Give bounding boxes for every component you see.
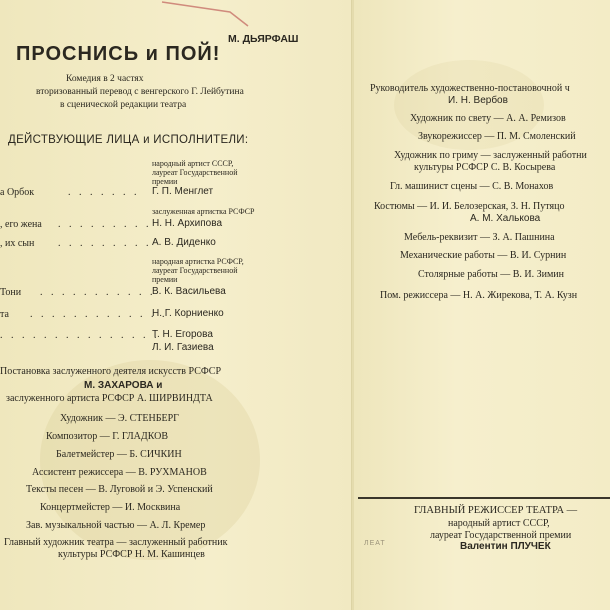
chief-director-name: Валентин ПЛУЧЕК [460, 541, 551, 552]
crew-line: Зав. музыкальной частью — А. Л. Кремер [26, 520, 206, 531]
cast-honor: лауреат Государственной [152, 266, 238, 275]
crew-line: Руководитель художественно-постановочной ч [370, 83, 570, 94]
leader-dots: . . . . . . . . . . . [40, 287, 156, 298]
crew-line: Концертмейстер — И. Москвина [40, 502, 181, 513]
cast-honor: народный артист СССР, [152, 159, 234, 168]
actor-name: В. К. Васильева [152, 286, 226, 297]
crew-line: культуры РСФСР С. В. Косырева [414, 162, 556, 173]
cast-honor: лауреат Государственной [152, 168, 238, 177]
role-name: , его жена [0, 219, 42, 230]
actor-name: Л. И. Газиева [152, 342, 214, 353]
actor-name: Н. Г. Корниенко [152, 308, 224, 319]
leader-dots: . . . . . . . . . [58, 219, 152, 230]
chief-director-honor: народный артист СССР, [448, 518, 550, 529]
crew-line: Композитор — Г. ГЛАДКОВ [46, 431, 169, 442]
actor-name: Н. Н. Архипова [152, 218, 222, 229]
leader-dots: . . . . . . . [68, 187, 140, 198]
divider-line [358, 497, 610, 499]
role-name: , их сын [0, 238, 35, 249]
translation-note: вторизованный перевод с венгерского Г. Лейбутина [36, 87, 244, 97]
edition-note: в сценической редакции театра [60, 100, 187, 110]
role-name: Тони [0, 287, 22, 298]
crew-line: Механические работы — В. И. Сурнин [400, 250, 567, 261]
actor-name: А. В. Диденко [152, 237, 216, 248]
crew-line: Художник по свету — А. А. Ремизов [410, 113, 566, 124]
cast-honor: заслуженная артистка РСФСР [152, 207, 255, 216]
crew-line: Ассистент режиссера — В. РУХМАНОВ [32, 467, 207, 478]
actor-name: Т. Н. Егорова [152, 329, 213, 340]
right-page [354, 0, 610, 610]
crew-line: А. М. Халькова [470, 213, 541, 224]
director-name: М. ЗАХАРОВА и [84, 380, 163, 391]
play-title: ПРОСНИСЬ и ПОЙ! [16, 43, 221, 65]
cast-honor: народная артистка РСФСР, [152, 257, 244, 266]
crew-line: И. Н. Вербов [448, 95, 508, 106]
crew-line: Балетмейстер — Б. СИЧКИН [56, 449, 182, 460]
red-ink-mark [160, 0, 250, 28]
chief-artist-credit: культуры РСФСР Н. М. Кашинцев [58, 549, 205, 560]
chief-director-title: ГЛАВНЫЙ РЕЖИССЕР ТЕАТРА — [414, 505, 578, 516]
crew-line: Мебель-реквизит — З. А. Пашнина [404, 232, 555, 243]
chief-director-honor: лауреат Государственной премии [430, 530, 572, 541]
crew-line: Костюмы — И. И. Белозерская, З. Н. Путяцо [374, 201, 565, 212]
cast-heading: ДЕЙСТВУЮЩИЕ ЛИЦА и ИСПОЛНИТЕЛИ: [8, 134, 249, 146]
crew-line: Столярные работы — В. И. Зимин [418, 269, 565, 280]
leader-dots: . . . . . . . . . [58, 238, 152, 249]
author: М. ДЬЯРФАШ [228, 33, 299, 45]
production-credit: заслуженного артиста РСФСР А. ШИРВИНДТА [6, 393, 213, 404]
leader-dots: . . . . . . . . . . . . . . . [0, 330, 160, 341]
role-name: а Орбок [0, 187, 35, 198]
crew-line: Звукорежиссер — П. М. Смоленский [418, 131, 576, 142]
genre: Комедия в 2 частях [66, 74, 144, 84]
crew-line: Пом. режиссера — Н. А. Жирекова, Т. А. Кузн [380, 290, 578, 301]
crew-line: Тексты песен — В. Луговой и Э. Успенский [26, 484, 213, 495]
faded-stamp: ЛЕАТ [364, 540, 386, 547]
role-name: та [0, 309, 9, 320]
crew-line: Гл. машинист сцены — С. В. Монахов [390, 181, 554, 192]
crew-line: Художник — Э. СТЕНБЕРГ [60, 413, 179, 424]
cast-honor: премии [152, 177, 178, 186]
crew-line: Художник по гриму — заслуженный работни [394, 150, 587, 161]
leader-dots: . . . . . . . . . . . . . [30, 309, 168, 320]
chief-artist-credit: Главный художник театра — заслуженный работник [4, 537, 228, 548]
actor-name: Г. П. Менглет [152, 186, 214, 197]
cast-honor: премии [152, 275, 178, 284]
production-credit: Постановка заслуженного деятеля искусств РСФСР [0, 366, 222, 377]
